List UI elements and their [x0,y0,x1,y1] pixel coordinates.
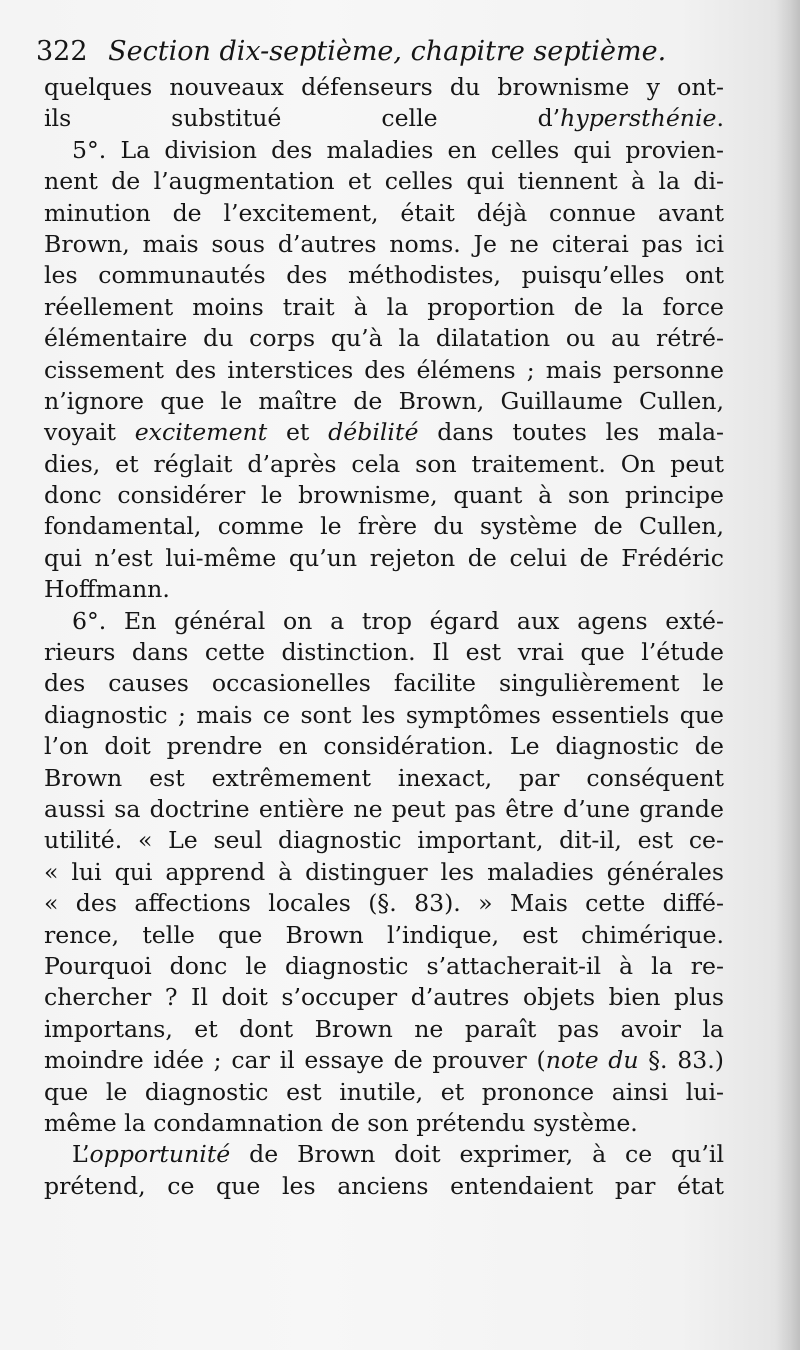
text-line [44,1139,724,1170]
text-run: . [716,104,724,133]
text-run: 5°. La division des maladies en celles qui provien- [72,135,724,164]
text-line [44,260,724,291]
text-line [44,166,724,197]
text-run: minution de l’excitement, était déjà connue avant [44,198,724,227]
text-run: l’on doit prendre en considération. Le diagnostic de [44,732,724,761]
text-line [44,386,724,417]
text-run: « des affections locales (§. 83). » Mais cette diffé- [44,889,724,918]
text-run: n’ignore que le maître de Brown, Guillaume Cullen, [44,386,724,415]
text-run: que le diagnostic est inutile, et prononce ainsi lui- [44,1077,724,1106]
text-run: quelques nouveaux défenseurs du brownisme y ont- [44,73,724,101]
text-run: élémentaire du corps qu’à la dilatation ou au rétré- [44,324,724,353]
text-run: moindre idée ; car il essaye de prouver ( [44,1046,546,1075]
text-line [44,888,724,919]
text-line [44,449,724,480]
text-line [44,323,724,354]
text-run: et [267,418,329,447]
text-line [44,1108,724,1139]
text-line [44,1077,724,1108]
text-run: cissement des interstices des élémens ; mais personne [44,355,724,384]
text-line [44,72,724,103]
text-run: les communautés des méthodistes, puisqu’elles ont [44,261,724,290]
page-edge-shadow [776,0,800,1350]
text-line [44,1045,724,1076]
text-line [44,543,724,574]
text-line [44,1014,724,1045]
running-head [36,34,766,70]
text-run: donc considérer le brownisme, quant à son principe [44,481,724,510]
text-line [44,292,724,323]
text-run: chercher ? Il doit s’occuper d’autres objets bien plus [44,983,724,1012]
italic-term: hypersthénie [560,104,717,133]
text-line [44,794,724,825]
text-line [44,417,724,448]
text-run: §. 83.) [638,1046,724,1075]
text-line [44,511,724,542]
text-run: prétend, ce que les anciens entendaient par état [44,1171,724,1200]
text-line [44,574,724,605]
text-run: dies, et réglait d’après cela son traitement. On peut [44,449,724,478]
text-run: « lui qui apprend à distinguer les maladies générales [44,857,724,886]
text-run: voyait [44,418,135,447]
text-line [44,198,724,229]
italic-term: opportunité [89,1140,231,1169]
text-run: L’ [72,1140,90,1169]
text-run: même la condamnation de son prétendu système. [44,1108,638,1137]
running-head-title: Section dix-septième, chapitre septième. [108,36,667,67]
text-line [44,731,724,762]
text-line [44,229,724,260]
text-run: utilité. « Le seul diagnostic important, dit-il, est ce- [44,826,724,855]
text-run: 6°. En général on a trop égard aux agens exté- [72,606,724,635]
text-run: qui n’est lui-même qu’un rejeton de celui de Frédéric [44,543,724,572]
text-run: Pourquoi donc le diagnostic s’attacherait-il à la re- [44,951,724,980]
text-run: aussi sa doctrine entière ne peut pas être d’une grande [44,794,724,823]
page-number: 322 [36,36,88,67]
text-run: Brown est extrêmement inexact, par conséquent [44,763,724,792]
text-line [44,1171,724,1202]
text-run: des causes occasionelles facilite singulièrement le [44,669,724,698]
text-run: nent de l’augmentation et celles qui tiennent à la di- [44,167,724,196]
italic-term: excitement [134,418,268,447]
text-run: rieurs dans cette distinction. Il est vrai que l’étude [44,638,724,667]
text-line [44,951,724,982]
text-run: Hoffmann. [44,575,170,604]
text-line [44,668,724,699]
text-line [44,857,724,888]
text-line [44,637,724,668]
text-run: Brown, mais sous d’autres noms. Je ne citerai pas ici [44,229,724,258]
text-run: ils substitué celle d’ [44,104,561,133]
text-line [44,103,724,134]
text-run: de Brown doit exprimer, à ce qu’il [230,1140,724,1169]
text-run: dans toutes les mala- [418,418,724,447]
text-line [44,982,724,1013]
text-line [44,606,724,637]
text-run: réellement moins trait à la proportion de la force [44,292,724,321]
body-text [44,72,724,1202]
text-line [44,763,724,794]
text-line [44,480,724,511]
text-line [44,700,724,731]
text-line [44,825,724,856]
italic-term: note du [545,1046,639,1075]
text-run: diagnostic ; mais ce sont les symptômes essentiels que [44,700,724,729]
text-line [44,355,724,386]
text-run: fondamental, comme le frère du système de Cullen, [44,512,724,541]
text-line [44,920,724,951]
text-run: importans, et dont Brown ne paraît pas avoir la [44,1014,724,1043]
italic-term: débilité [328,418,419,447]
text-run: rence, telle que Brown l’indique, est chimérique. [44,920,724,949]
text-line [44,135,724,166]
